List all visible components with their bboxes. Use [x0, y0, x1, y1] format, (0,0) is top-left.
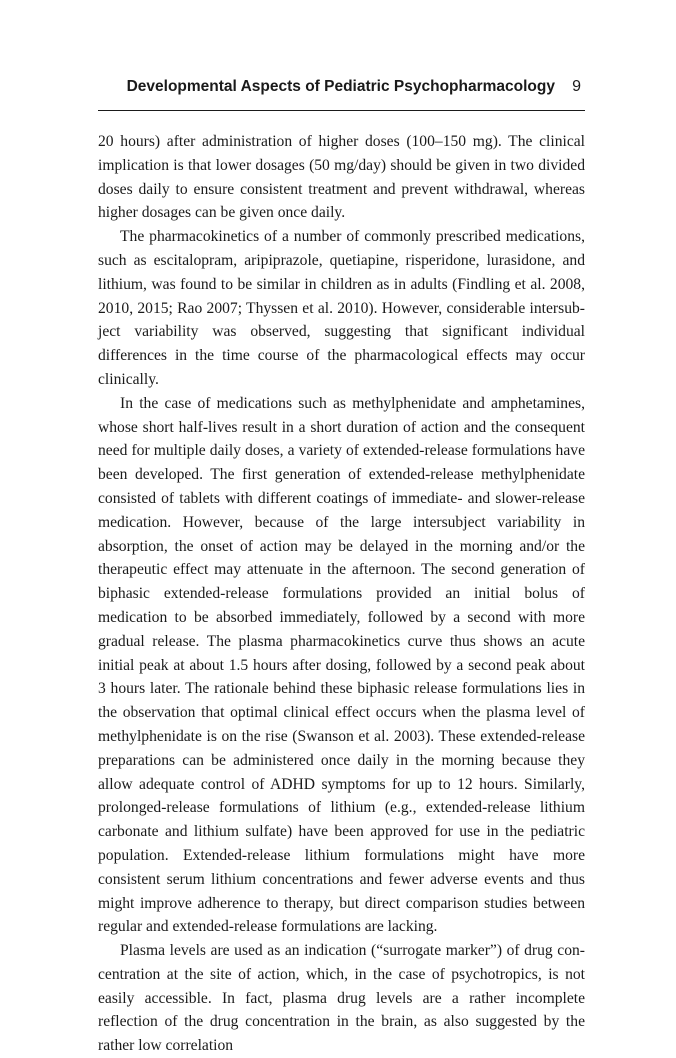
paragraph-extended-release: In the case of medications such as methylphenidate and amphetamines, whose short half-lives result in a short duration of action and the consequent need for multiple daily doses, a variety of extended-release formulations have been developed. The first generation of extended-release methylphenidate consisted of tablets with different coatings of immediate- and slower-release medication. However, because of the large intersubject variability in absorption, the onset of action may be delayed in the morning and/or the therapeutic effect may attenuate in the afternoon. The second generation of biphasic extended-release formulations provided an initial bolus of medication to be absorbed immediately, followed by a second with more gradual release. The plasma pharmacokinetics curve thus shows an acute initial peak at about 1.5 hours after dosing, followed by a second peak about 3 hours later. The rationale behind these biphasic release formulations lies in the observation that optimal clinical effect occurs when the plasma level of methylphenidate is on the rise (Swanson et al. 2003). These extended-release preparations can be administered once daily in the morning because they allow adequate control of ADHD symptoms for up to 12 hours. Similarly, prolonged-release formulations of lithium (e.g., extended-release lithium carbonate and lithium sulfate) have been approved for use in the pediatric population. Extended-release lithium formulations might have more consistent serum lithium concentrations and fewer adverse events and thus might improve adherence to therapy, but direct comparison studies between regular and extended-release formulations are lacking. [98, 394, 585, 936]
paragraph-pharmacokinetics: The pharmacokinetics of a number of commonly prescribed medications, such as escitalopram, aripiprazole, quetiapine, risperidone, lurasidone, and lithium, was found to be similar in children as in adults (Findling et al. 2008, 2010, 2015; Rao 2007; Thyssen et al. 2010). However, considerable intersubject variability was observed, suggesting that significant individual differences in the time course of the pharmacological effects may occur clinically. [98, 228, 585, 388]
page-number: 9 [572, 78, 581, 95]
paragraph-plasma-levels: Plasma levels are used as an indication (“surrogate marker”) of drug concentration at the site of action, which, in the case of psychotropics, is not easily accessible. In fact, plasma drug levels are a rather incomplete reflection of the drug concentration in the brain, as also suggested by the rather low correlation [98, 942, 585, 1055]
page-header [98, 76, 585, 102]
running-title: Developmental Aspects of Pediatric Psychopharmacology [126, 78, 555, 95]
header-rule [98, 110, 585, 111]
body-text [98, 130, 585, 1058]
paragraph-continued: 20 hours) after administration of higher doses (100–150 mg). The clinical implication is that lower dosages (50 mg/day) should be given in two divided doses daily to ensure consistent treatment and prevent withdrawal, whereas higher dosages can be given once daily. [98, 133, 585, 222]
